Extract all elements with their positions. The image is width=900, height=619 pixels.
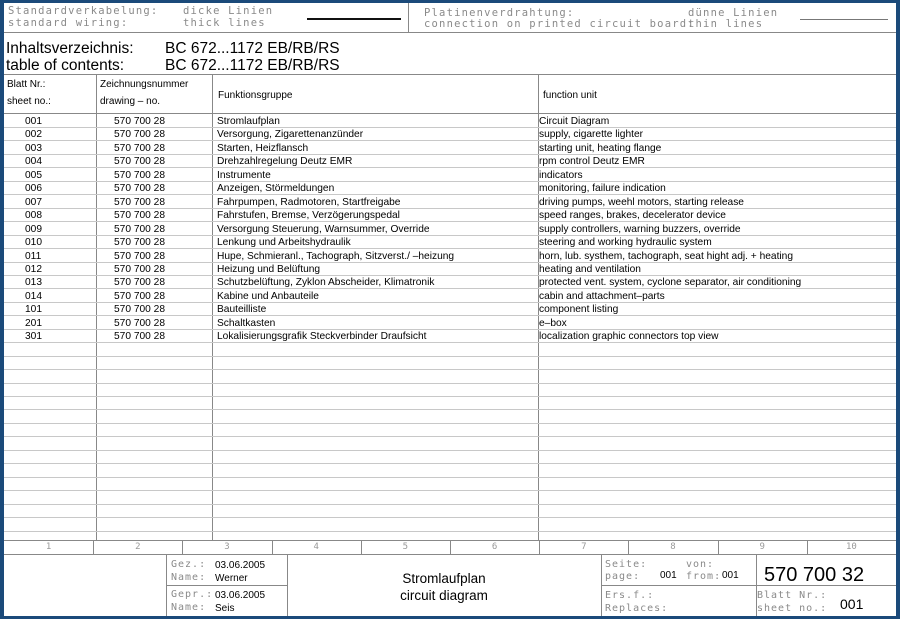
row-sheet-number: 014	[25, 290, 42, 302]
row-drawing-number: 570 700 28	[114, 196, 165, 208]
row-function-unit: component listing	[539, 304, 619, 316]
column-number: 8	[670, 542, 676, 552]
colnum-bottom-border	[4, 554, 896, 555]
row-drawing-number: 570 700 28	[114, 304, 165, 316]
row-function-group: Fahrstufen, Bremse, Verzögerungspedal	[217, 210, 400, 222]
row-function-unit: supply controllers, warning buzzers, override	[539, 223, 741, 235]
replaces-label: Replaces:	[605, 603, 669, 614]
sheet-no-label: sheet no.:	[757, 603, 828, 614]
row-drawing-number: 570 700 28	[114, 250, 165, 262]
column-number-divider	[272, 540, 273, 554]
row-drawing-number: 570 700 28	[114, 263, 165, 275]
col-function-unit-header: function unit	[543, 90, 597, 101]
row-function-unit: cabin and attachment–parts	[539, 290, 665, 302]
from-label: from:	[686, 571, 722, 582]
row-function-unit: speed ranges, brakes, decelerator device	[539, 210, 726, 222]
header-divider	[408, 3, 409, 32]
row-sheet-number: 201	[25, 317, 42, 329]
column-number: 10	[845, 542, 857, 552]
row-function-unit: Circuit Diagram	[539, 116, 610, 127]
drawn-name: Werner	[215, 573, 248, 584]
drawing-number: 570 700 32	[764, 564, 865, 586]
drawing-title-de: Stromlaufplan	[402, 571, 486, 586]
col-divider-1	[96, 74, 97, 540]
row-sheet-number: 003	[25, 142, 42, 154]
page-total: 001	[722, 570, 739, 581]
header-bottom-border	[4, 32, 896, 33]
row-function-unit: driving pumps, weehl motors, starting release	[539, 196, 744, 208]
checked-name: Seis	[215, 603, 235, 614]
row-function-group: Schutzbelüftung, Zyklon Abscheider, Klimatronik	[217, 277, 435, 289]
thick-line-sample	[307, 18, 401, 20]
header-right-line2-value: thin lines	[688, 18, 764, 30]
row-function-group: Instrumente	[217, 169, 271, 181]
row-line	[4, 356, 896, 357]
row-function-group: Versorgung Steuerung, Warnsummer, Override	[217, 223, 430, 235]
row-function-unit: horn, lub. systhem, tachograph, seat hight adj. + heating	[539, 250, 794, 262]
row-sheet-number: 011	[25, 250, 42, 262]
row-function-unit: e–box	[539, 317, 567, 329]
row-line	[4, 436, 896, 437]
column-number-divider	[539, 540, 540, 554]
checked-by-label: Gepr.:	[171, 589, 214, 600]
header-left-line1-value: dicke Linien	[183, 5, 274, 17]
row-function-group: Versorgung, Zigarettenanzünder	[217, 129, 364, 141]
von-label: von:	[686, 559, 715, 570]
column-number: 5	[402, 542, 409, 552]
column-number-divider	[93, 540, 94, 554]
header-left-line2-label: standard wiring:	[8, 17, 129, 29]
row-line	[4, 477, 896, 478]
row-sheet-number: 010	[25, 237, 42, 249]
row-line	[4, 396, 896, 397]
row-drawing-number: 570 700 28	[114, 129, 165, 141]
row-sheet-number: 101	[25, 304, 42, 316]
row-function-group: Lenkung und Arbeitshydraulik	[217, 237, 351, 249]
table-header-border	[4, 113, 896, 114]
row-function-group: Heizung und Belüftung	[217, 263, 321, 275]
row-function-group: Kabine und Anbauteile	[217, 290, 319, 302]
column-number: 3	[224, 542, 230, 552]
row-line	[4, 504, 896, 505]
col-drawing-header-en: drawing – no.	[100, 96, 161, 107]
column-number: 1	[45, 542, 52, 552]
row-sheet-number: 013	[25, 277, 42, 289]
row-function-unit: heating and ventilation	[539, 263, 641, 275]
column-number-divider	[361, 540, 362, 554]
row-line	[4, 423, 896, 424]
header-right-line2-label: connection on printed circuit board:	[424, 18, 695, 30]
row-sheet-number: 008	[25, 210, 42, 222]
header-right-line1-label: Platinenverdrahtung:	[424, 7, 575, 19]
row-function-group: Stromlaufplan	[217, 116, 280, 127]
row-drawing-number: 570 700 28	[114, 169, 165, 181]
drawn-by-label: Gez.:	[171, 559, 207, 570]
column-number: 2	[135, 542, 141, 552]
row-function-group: Hupe, Schmieranl., Tachograph, Sitzverst./ –heizung	[217, 250, 455, 262]
row-function-unit: steering and working hydraulic system	[539, 237, 712, 249]
row-function-unit: localization graphic connectors top view	[539, 331, 719, 343]
column-number-divider	[718, 540, 719, 554]
ersf-label: Ers.f.:	[605, 590, 655, 601]
page-label: page:	[605, 571, 641, 582]
row-drawing-number: 570 700 28	[114, 237, 165, 249]
row-function-group: Drehzahlregelung Deutz EMR	[217, 156, 353, 168]
row-drawing-number: 570 700 28	[114, 142, 165, 154]
row-line	[4, 369, 896, 370]
row-sheet-number: 001	[25, 116, 42, 127]
blatt-label: Blatt Nr.:	[757, 590, 828, 601]
col-divider-2	[212, 74, 213, 540]
checked-date: 03.06.2005	[215, 590, 266, 601]
row-function-unit: monitoring, failure indication	[539, 183, 666, 195]
col-drawing-header-de: Zeichnungsnummer	[100, 79, 189, 90]
column-number-divider	[628, 540, 629, 554]
column-number-divider	[182, 540, 183, 554]
row-sheet-number: 007	[25, 196, 42, 208]
row-line	[4, 450, 896, 451]
header-left-line2-value: thick lines	[183, 17, 266, 29]
column-number-divider	[807, 540, 808, 554]
row-sheet-number: 009	[25, 223, 42, 235]
row-drawing-number: 570 700 28	[114, 223, 165, 235]
row-sheet-number: 004	[25, 156, 42, 168]
column-number-divider	[450, 540, 451, 554]
header-right-line1-value: dünne Linien	[688, 7, 779, 19]
col-sheet-header-en: sheet no.:	[7, 96, 51, 107]
column-number: 7	[581, 542, 587, 552]
header-left-line1-label: Standardverkabelung:	[8, 5, 159, 17]
col-function-group-header: Funktionsgruppe	[218, 90, 293, 101]
row-sheet-number: 006	[25, 183, 42, 195]
row-function-group: Anzeigen, Störmeldungen	[217, 183, 335, 195]
row-function-unit: indicators	[539, 169, 583, 181]
row-line	[4, 409, 896, 410]
row-drawing-number: 570 700 28	[114, 210, 165, 222]
row-drawing-number: 570 700 28	[114, 183, 165, 195]
row-line	[4, 517, 896, 518]
row-function-unit: starting unit, heating flange	[539, 142, 662, 154]
page-number: 001	[660, 570, 677, 581]
row-line	[4, 490, 896, 491]
row-drawing-number: 570 700 28	[114, 116, 165, 127]
title-model-en: BC 672...1172 EB/RB/RS	[165, 57, 340, 74]
row-line	[4, 531, 896, 532]
title-en-label: table of contents:	[6, 57, 125, 74]
row-sheet-number: 301	[25, 331, 42, 343]
row-sheet-number: 002	[25, 129, 42, 141]
drawn-name-label: Name:	[171, 572, 207, 583]
checked-name-label: Name:	[171, 602, 207, 613]
row-drawing-number: 570 700 28	[114, 331, 165, 343]
row-function-unit: protected vent. system, cyclone separator, air conditioning	[539, 277, 802, 289]
title-model-de: BC 672...1172 EB/RB/RS	[165, 40, 340, 57]
row-function-unit: supply, cigarette lighter	[539, 129, 644, 141]
tb-hline-left	[166, 585, 287, 586]
sheet-number: 001	[840, 596, 864, 612]
col-sheet-header-de: Blatt Nr.:	[7, 79, 46, 90]
row-sheet-number: 012	[25, 263, 42, 275]
row-drawing-number: 570 700 28	[114, 156, 165, 168]
column-number: 6	[491, 542, 498, 552]
column-number: 9	[759, 542, 765, 552]
row-drawing-number: 570 700 28	[114, 290, 165, 302]
row-line	[4, 463, 896, 464]
row-function-unit: rpm control Deutz EMR	[539, 156, 645, 168]
row-function-group: Starten, Heizflansch	[217, 142, 309, 154]
row-line	[4, 383, 896, 384]
column-number: 4	[313, 542, 319, 552]
row-function-group: Lokalisierungsgrafik Steckverbinder Draufsicht	[217, 331, 427, 343]
row-function-group: Fahrpumpen, Radmotoren, Startfreigabe	[217, 196, 401, 208]
seite-label: Seite:	[605, 559, 648, 570]
row-drawing-number: 570 700 28	[114, 277, 165, 289]
drawing-title-en: circuit diagram	[400, 588, 488, 603]
drawn-date: 03.06.2005	[215, 560, 266, 571]
thin-line-sample	[800, 19, 888, 20]
row-function-group: Schaltkasten	[217, 317, 276, 329]
table-top-border	[4, 74, 896, 75]
title-de-label: Inhaltsverzeichnis:	[6, 40, 134, 57]
row-function-group: Bauteilliste	[217, 304, 267, 316]
row-sheet-number: 005	[25, 169, 42, 181]
drawing-sheet	[4, 3, 896, 616]
row-drawing-number: 570 700 28	[114, 317, 165, 329]
